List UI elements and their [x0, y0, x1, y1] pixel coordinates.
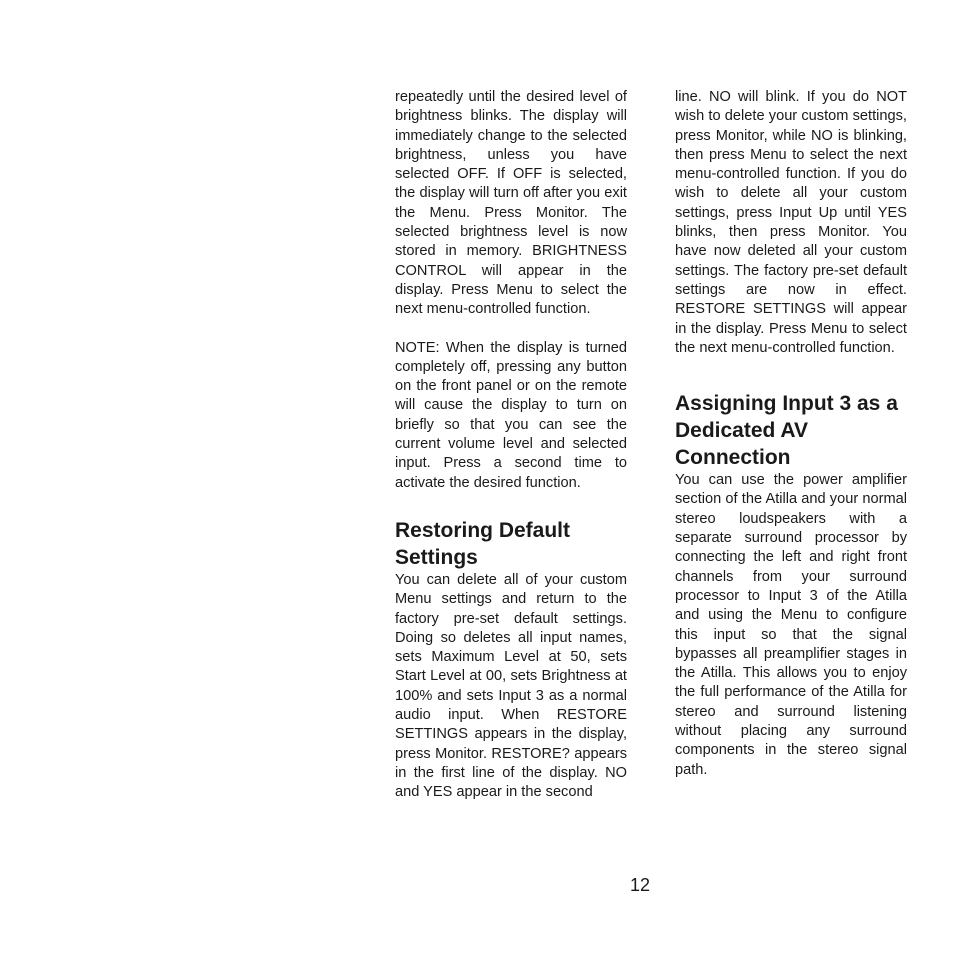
brightness-paragraph: repeatedly until the desired level of brightness blinks. The display will immediately change to the selected brightness, unless you have selected OFF. If OFF is selected, the display will turn off after you exit the Menu. Press Monitor. The selected brightness level is now stored in memory. BRIGHTNESS CONTROL will appear in the display. Press Menu to select the next menu-controlled function.: [395, 89, 627, 318]
left-column: [395, 88, 627, 803]
right-column: [675, 88, 907, 780]
assigning-input-3-heading: Assigning Input 3 as a Dedicated AV Connection: [675, 392, 898, 470]
restoring-continued-paragraph: line. NO will blink. If you do NOT wish to delete your custom settings, press Monitor, while NO is blinking, then press Menu to select the next menu-controlled function. If you do wish to delete all your custom settings, press Input Up until YES blinks, then press Monitor. You have now deleted all your custom settings. The factory pre-set default settings are now in effect. RESTORE SETTINGS will appear in the display. Press Menu to select the next menu-controlled function.: [675, 89, 907, 356]
page-number: 12: [629, 875, 651, 895]
note-paragraph: NOTE: When the display is turned completely off, pressing any button on the front panel or on the remote will cause the display to turn on briefly so that you can see the current volume level and selected input. Press a second time to activate the desired function.: [395, 339, 627, 491]
restoring-default-settings-heading: Restoring Default Settings: [395, 518, 571, 569]
restoring-default-settings-body: You can delete all of your custom Menu settings and return to the factory pre-set default settings. Doing so deletes all input names, sets Maximum Level at 50, sets Start Level at 00, sets Brightness at 100% and sets Input 3 as a normal audio input. When RESTORE SETTINGS appears in the display, press Monitor. RESTORE? appears in the first line of the display. NO and YES appear in the second: [395, 571, 627, 801]
assigning-input-3-body: You can use the power amplifier section of the Atilla and your normal stereo loudspeakers with a separate surround processor by connecting the left and right front channels from your surround processor to Input 3 of the Atilla and using the Menu to configure this input so that the signal bypasses all preamplifier stages in the Atilla. This allows you to enjoy the full performance of the Atilla for stereo and surround listening without placing any surround components in the stereo signal path.: [675, 472, 907, 778]
